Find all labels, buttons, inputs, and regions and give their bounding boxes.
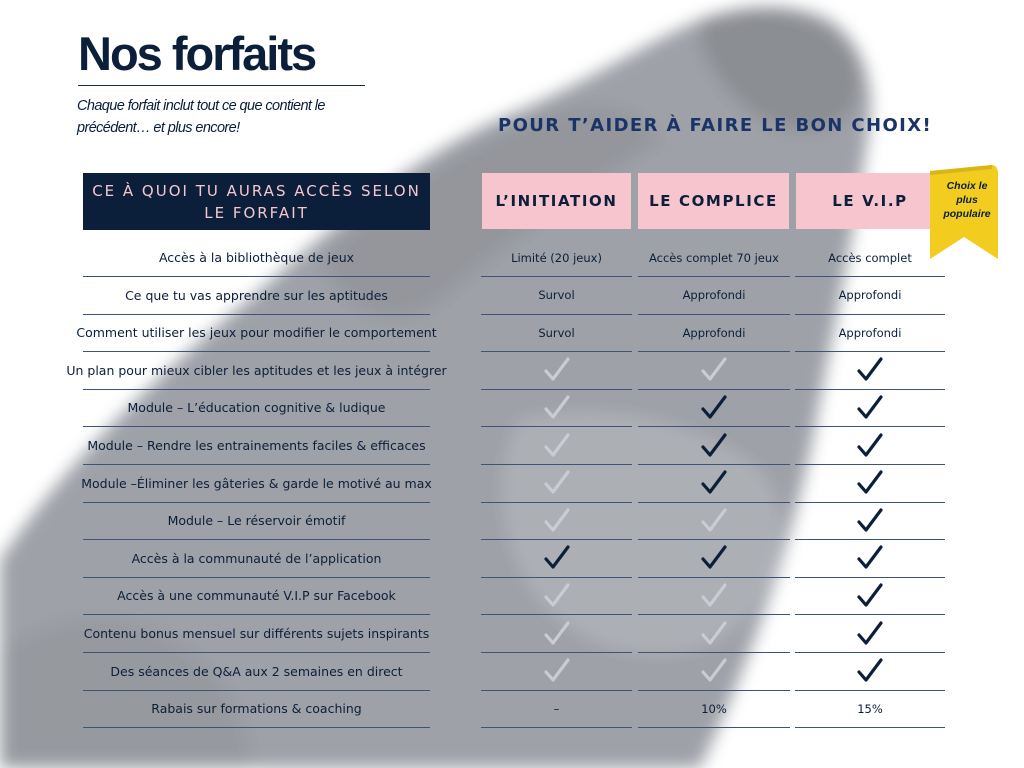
checkmark-icon xyxy=(701,545,727,571)
checkmark-inactive-icon xyxy=(701,583,727,609)
check-cell-vip xyxy=(795,352,945,390)
table-row xyxy=(0,352,1024,390)
check-cell-complice xyxy=(638,427,790,465)
page-subtitle: Chaque forfait inclut tout ce que contient le précédent… et plus encore! xyxy=(77,98,325,136)
value-cell-vip: Approfondi xyxy=(795,314,945,352)
feature-label: Accès à la communauté de l’application xyxy=(83,540,430,578)
checkmark-icon xyxy=(701,395,727,421)
ribbon-label: Choix le plus populaire xyxy=(943,180,991,220)
plan-header-initiation: L’INITIATION xyxy=(482,173,631,229)
checkmark-inactive-icon xyxy=(544,508,570,534)
value-cell-initiation: Survol xyxy=(481,277,632,315)
popular-ribbon xyxy=(930,165,998,259)
value-cell-vip: Accès complet xyxy=(795,239,945,277)
check-cell-complice xyxy=(638,653,790,691)
table-row xyxy=(0,427,1024,465)
check-cell-initiation xyxy=(481,577,632,615)
table-row xyxy=(0,502,1024,540)
check-cell-vip xyxy=(795,502,945,540)
value-cell-initiation: Limité (20 jeux) xyxy=(481,239,632,277)
feature-label: Comment utiliser les jeux pour modifier le comportement xyxy=(83,314,430,352)
feature-label: Module –Éliminer les gâteries & garde le motivé au max xyxy=(83,465,430,503)
checkmark-inactive-icon xyxy=(544,583,570,609)
check-cell-complice xyxy=(638,615,790,653)
checkmark-icon xyxy=(857,545,883,571)
checkmark-icon xyxy=(857,583,883,609)
title-underline xyxy=(78,85,365,86)
feature-label: Accès à la bibliothèque de jeux xyxy=(83,239,430,277)
table-row xyxy=(0,653,1024,691)
feature-label: Rabais sur formations & coaching xyxy=(83,690,430,728)
checkmark-icon xyxy=(857,658,883,684)
checkmark-inactive-icon xyxy=(544,658,570,684)
checkmark-inactive-icon xyxy=(701,508,727,534)
tagline: POUR T’AIDER À FAIRE LE BON CHOIX! xyxy=(498,115,933,136)
check-cell-initiation xyxy=(481,427,632,465)
table-row xyxy=(0,465,1024,503)
value-cell-complice: 10% xyxy=(638,690,790,728)
table-row xyxy=(0,540,1024,578)
check-cell-complice xyxy=(638,352,790,390)
plan-header-complice: LE COMPLICE xyxy=(638,173,789,229)
checkmark-icon xyxy=(857,470,883,496)
checkmark-icon xyxy=(701,470,727,496)
value-cell-vip: Approfondi xyxy=(795,277,945,315)
feature-column-header: CE À QUOI TU AURAS ACCÈS SELON LE FORFAIT xyxy=(83,173,430,230)
table-row xyxy=(0,314,1024,352)
checkmark-icon xyxy=(701,433,727,459)
checkmark-icon xyxy=(544,545,570,571)
check-cell-initiation xyxy=(481,615,632,653)
value-cell-vip: 15% xyxy=(795,690,945,728)
check-cell-initiation xyxy=(481,465,632,503)
checkmark-icon xyxy=(857,357,883,383)
checkmark-inactive-icon xyxy=(544,395,570,421)
checkmark-icon xyxy=(857,395,883,421)
check-cell-vip xyxy=(795,389,945,427)
checkmark-inactive-icon xyxy=(544,621,570,647)
feature-label: Module – Rendre les entrainements faciles & efficaces xyxy=(83,427,430,465)
feature-label: Ce que tu vas apprendre sur les aptitudes xyxy=(83,277,430,315)
plan-header-vip: LE V.I.P xyxy=(796,173,944,229)
table-row xyxy=(0,577,1024,615)
checkmark-inactive-icon xyxy=(701,357,727,383)
check-cell-initiation xyxy=(481,540,632,578)
check-cell-vip xyxy=(795,427,945,465)
page-title: Nos forfaits xyxy=(78,27,316,80)
feature-label: Accès à une communauté V.I.P sur Facebook xyxy=(83,577,430,615)
checkmark-inactive-icon xyxy=(544,433,570,459)
checkmark-icon xyxy=(857,621,883,647)
feature-label: Des séances de Q&A aux 2 semaines en direct xyxy=(83,653,430,691)
table-row xyxy=(0,389,1024,427)
check-cell-vip xyxy=(795,615,945,653)
table-row xyxy=(0,615,1024,653)
feature-label: Contenu bonus mensuel sur différents sujets inspirants xyxy=(83,615,430,653)
checkmark-inactive-icon xyxy=(701,621,727,647)
checkmark-inactive-icon xyxy=(544,470,570,496)
check-cell-vip xyxy=(795,653,945,691)
check-cell-complice xyxy=(638,577,790,615)
feature-label: Un plan pour mieux cibler les aptitudes et les jeux à intégrer xyxy=(83,352,430,390)
check-cell-vip xyxy=(795,577,945,615)
table-row xyxy=(0,239,1024,277)
check-cell-complice xyxy=(638,502,790,540)
checkmark-icon xyxy=(857,508,883,534)
feature-label: Module – L’éducation cognitive & ludique xyxy=(83,389,430,427)
value-cell-complice: Accès complet 70 jeux xyxy=(638,239,790,277)
value-cell-initiation: Survol xyxy=(481,314,632,352)
check-cell-complice xyxy=(638,465,790,503)
feature-label: Module – Le réservoir émotif xyxy=(83,502,430,540)
table-row xyxy=(0,690,1024,728)
checkmark-inactive-icon xyxy=(544,357,570,383)
value-cell-initiation: – xyxy=(481,690,632,728)
table-row xyxy=(0,277,1024,315)
check-cell-initiation xyxy=(481,352,632,390)
checkmark-icon xyxy=(857,433,883,459)
check-cell-vip xyxy=(795,465,945,503)
check-cell-initiation xyxy=(481,389,632,427)
check-cell-initiation xyxy=(481,653,632,691)
check-cell-complice xyxy=(638,540,790,578)
value-cell-complice: Approfondi xyxy=(638,277,790,315)
check-cell-vip xyxy=(795,540,945,578)
value-cell-complice: Approfondi xyxy=(638,314,790,352)
check-cell-complice xyxy=(638,389,790,427)
check-cell-initiation xyxy=(481,502,632,540)
checkmark-inactive-icon xyxy=(701,658,727,684)
